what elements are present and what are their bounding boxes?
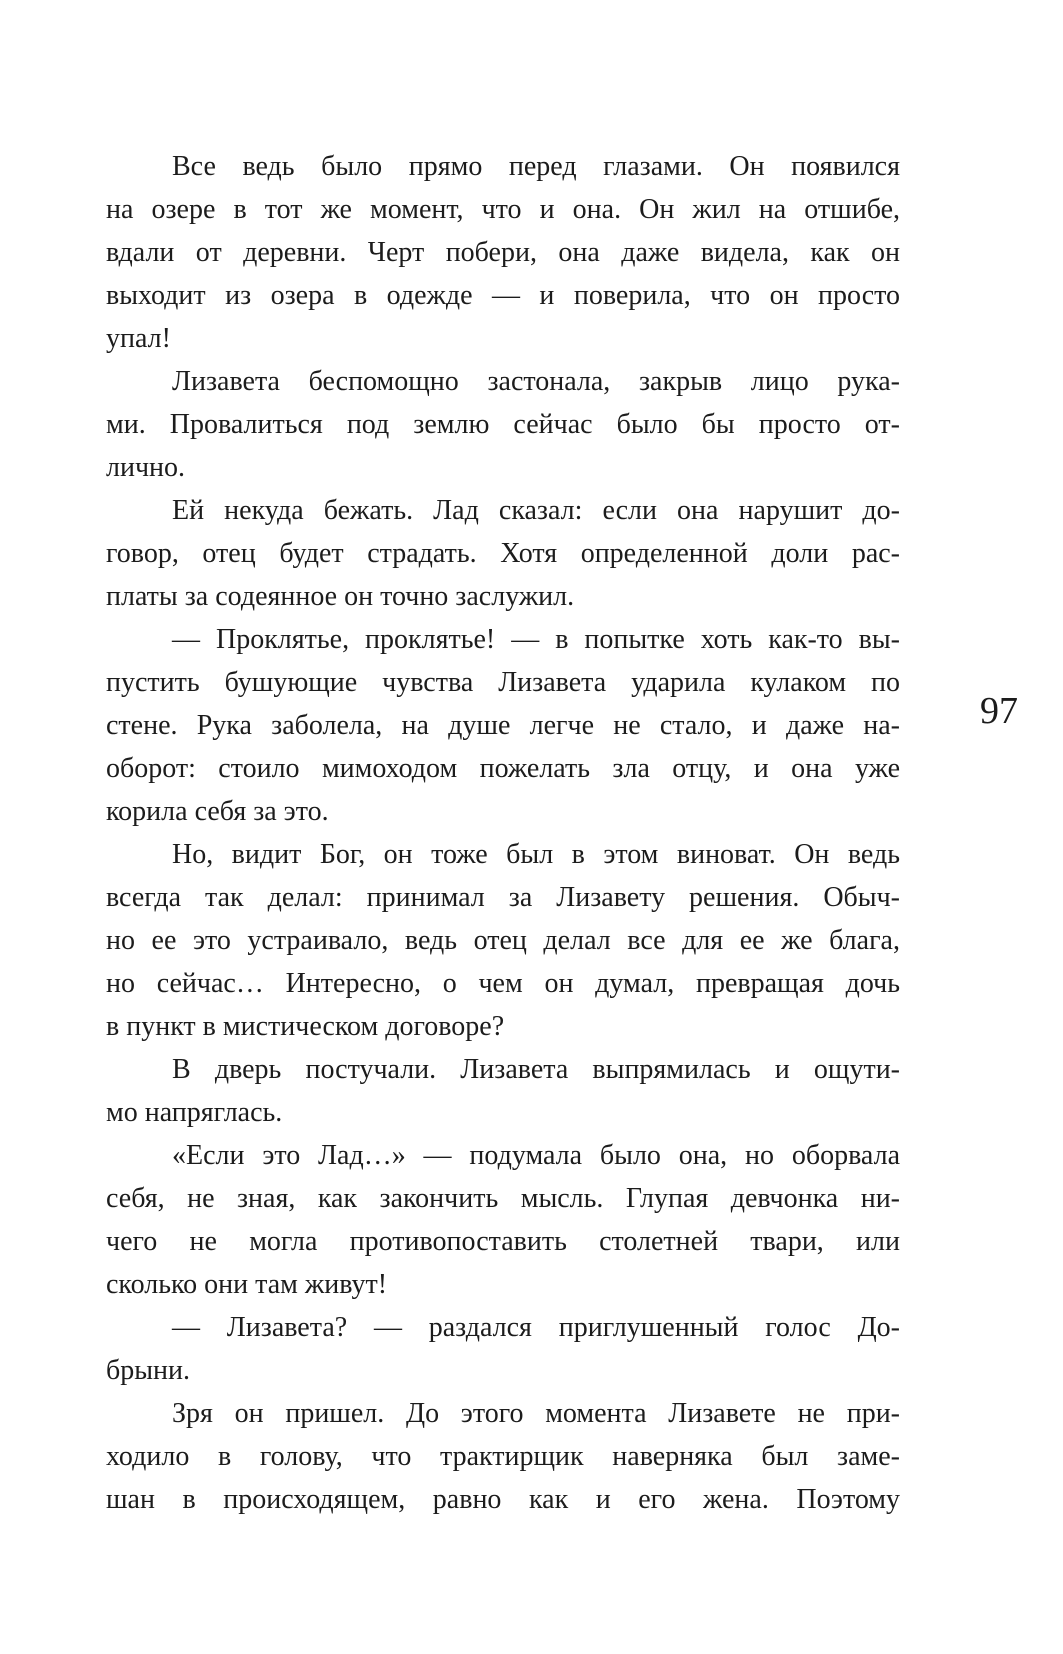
paragraph — [106, 489, 900, 618]
text-line: Все ведь было прямо перед глазами. Он появился — [172, 151, 900, 182]
text-line: Ей некуда бежать. Лад сказал: если она нарушит до- — [172, 495, 900, 526]
text-line: сколько они там живут! — [106, 1269, 388, 1300]
text-line: мо напряглась. — [106, 1097, 283, 1128]
text-line: — Проклятье, проклятье! — в попытке хоть как-то вы- — [172, 624, 900, 655]
paragraph — [106, 833, 900, 1048]
paragraph — [106, 145, 900, 360]
text-line: Зря он пришел. До этого момента Лизавете не при- — [172, 1398, 900, 1429]
paragraph — [106, 1392, 900, 1521]
text-line: оборот: стоило мимоходом пожелать зла отцу, и она уже — [106, 753, 900, 784]
text-block — [106, 145, 900, 1521]
text-line: В дверь постучали. Лизавета выпрямилась и ощути- — [172, 1054, 900, 1085]
text-line: ми. Провалиться под землю сейчас было бы просто от- — [106, 409, 900, 440]
text-line: корила себя за это. — [106, 796, 329, 827]
text-line: — Лизавета? — раздался приглушенный голос До- — [172, 1312, 900, 1343]
text-line: но сейчас… Интересно, о чем он думал, превращая дочь — [106, 968, 900, 999]
text-line: «Если это Лад…» — подумала было она, но оборвала — [172, 1140, 900, 1171]
text-line: вдали от деревни. Черт побери, она даже видела, как он — [106, 237, 900, 268]
paragraph — [106, 1134, 900, 1306]
text-line: шан в происходящем, равно как и его жена. Поэтому — [106, 1484, 900, 1515]
text-line: Но, видит Бог, он тоже был в этом виноват. Он ведь — [172, 839, 900, 870]
paragraph — [106, 1048, 900, 1134]
text-line: Лизавета беспомощно застонала, закрыв лицо рука- — [172, 366, 900, 397]
text-line: говор, отец будет страдать. Хотя определенной доли рас- — [106, 538, 900, 569]
paragraph — [106, 1306, 900, 1392]
text-line: брыни. — [106, 1355, 191, 1386]
text-line: но ее это устраивало, ведь отец делал все для ее же блага, — [106, 925, 900, 956]
text-line: на озере в тот же момент, что и она. Он жил на отшибе, — [106, 194, 900, 225]
text-line: чего не могла противопоставить столетней твари, или — [106, 1226, 900, 1257]
text-line: в пункт в мистическом договоре? — [106, 1011, 505, 1042]
text-line: ходило в голову, что трактирщик наверняка был заме- — [106, 1441, 900, 1472]
text-line: платы за содеянное он точно заслужил. — [106, 581, 575, 612]
paragraph — [106, 618, 900, 833]
text-line: упал! — [106, 323, 171, 354]
text-line: выходит из озера в одежде — и поверила, что он просто — [106, 280, 900, 311]
text-line: лично. — [106, 452, 186, 483]
text-line: стене. Рука заболела, на душе легче не стало, и даже на- — [106, 710, 900, 741]
text-line: себя, не зная, как закончить мысль. Глупая девчонка ни- — [106, 1183, 900, 1214]
paragraph — [106, 360, 900, 489]
text-line: пустить бушующие чувства Лизавета ударила кулаком по — [106, 667, 900, 698]
text-line: всегда так делал: принимал за Лизавету решения. Обыч- — [106, 882, 900, 913]
page-number: 97 — [980, 690, 1018, 732]
